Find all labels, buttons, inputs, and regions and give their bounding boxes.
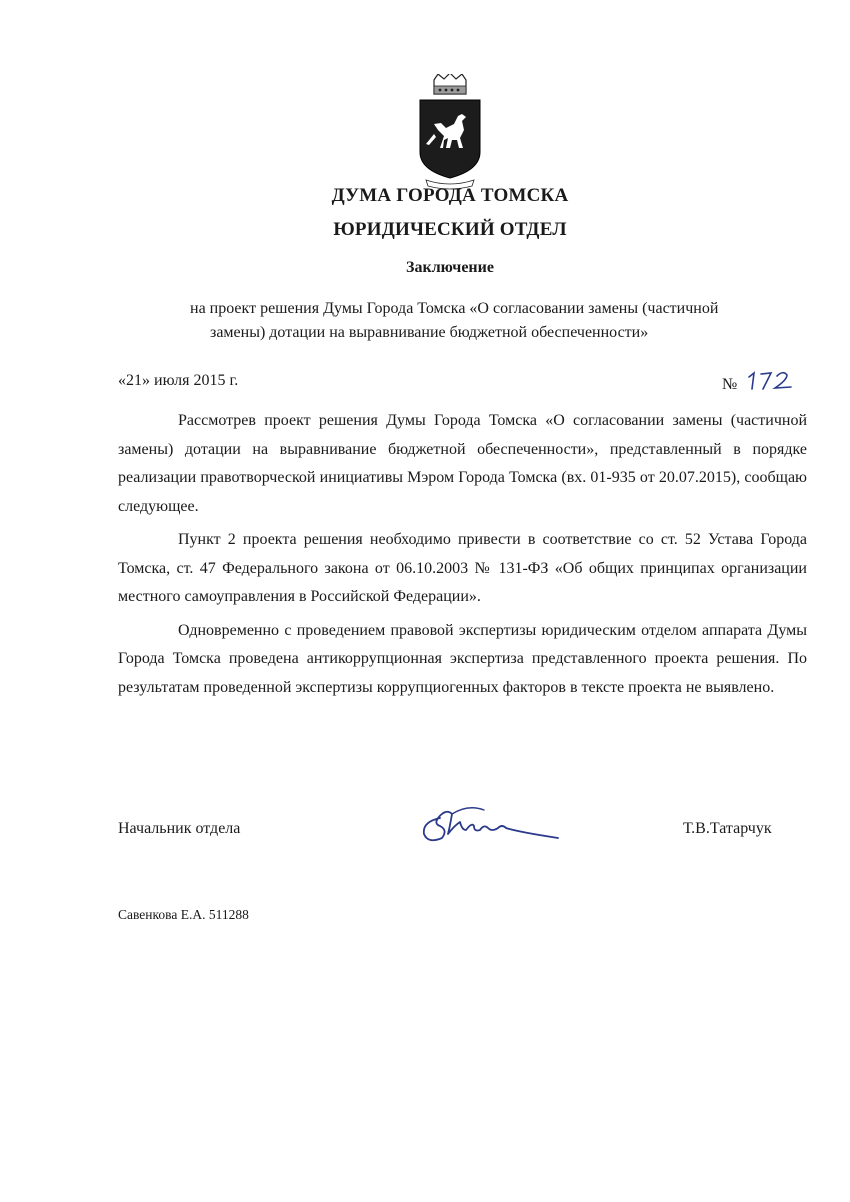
document-title: Заключение	[406, 259, 494, 276]
handwritten-number	[745, 369, 799, 391]
department-name: ЮРИДИЧЕСКИЙ ОТДЕЛ	[333, 219, 567, 240]
number-label: №	[722, 376, 738, 393]
body-paragraph-1: Рассмотрев проект решения Думы Города Томска «О согласовании замены (частичной замены) дотации на выравнивание бюджетной обеспеченности», представленный в порядке реализации правотворческой инициативы Мэром Города Томска (вх. 01-935 от 20.07.2015), сообщаю следующее.	[118, 412, 807, 515]
document-number	[722, 369, 799, 394]
tomsk-coat-of-arms-icon	[414, 74, 486, 190]
signer-name: Т.В.Татарчук	[683, 820, 772, 837]
document-subject	[190, 297, 790, 345]
body-paragraph-2: Пункт 2 проекта решения необходимо привести в соответствие со ст. 52 Устава Города Томска, ст. 47 Федерального закона от 06.10.2003 № 131-ФЗ «Об общих принципах организации местного самоуправления в Российской Федерации».	[118, 531, 807, 605]
executor-info: Савенкова Е.А. 511288	[118, 907, 249, 922]
body-paragraph-3: Одновременно с проведением правовой экспертизы юридическим отделом аппарата Думы Города Томска проведена антикоррупционная экспертиза представленного проекта решения. По результатам проведенной экспертизы коррупциогенных факторов в тексте проекта не выявлено.	[118, 621, 807, 696]
subject-line-1: на проект решения Думы Города Томска «О согласовании замены (частичной	[190, 300, 719, 317]
organization-name: ДУМА ГОРОДА ТОМСКА	[331, 185, 569, 206]
document-date: «21» июля 2015 г.	[118, 372, 239, 389]
subject-line-2: замены) дотации на выравнивание бюджетной обеспеченности»	[210, 324, 649, 341]
handwritten-signature	[418, 800, 568, 850]
signer-position: Начальник отдела	[118, 820, 241, 837]
document-body	[118, 407, 807, 707]
